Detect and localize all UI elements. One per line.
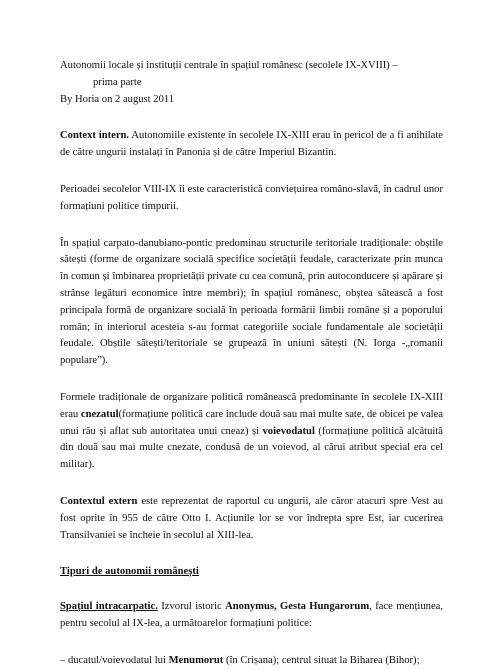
paragraph-context-extern <box>60 494 443 544</box>
paragraph-spatiul-intracarpatic <box>60 599 443 633</box>
lead-spatiul-intracarpatic: Spațiul intracarpatic. <box>60 601 158 613</box>
paragraph-text: Izvorul istoric <box>157 601 226 613</box>
paragraph-text: Perioadei secolelor VIII-IX îi este caracteristică conviețuirea româno-slavă, în cadrul unor formațiuni politice timpurii. <box>60 183 443 212</box>
lead-context-extern: Contextul extern <box>60 495 138 507</box>
document-title <box>60 58 443 92</box>
section-heading <box>60 564 443 581</box>
term-cnezatul: cnezatul <box>80 408 119 420</box>
paragraph-text: (formațiune politică alcătuită din două sau mai multe cnezate, condusă de un voievod, al cărui atribut special era cel militar). <box>60 425 443 471</box>
paragraph-text: , face mențiunea, pentru secolul al IX-lea, a următoarelor formațiuni politice: <box>60 601 443 629</box>
heading-text: Tipuri de autonomii românești <box>60 566 199 578</box>
source-anonymus: Anonymus, Gesta Hungarorum <box>225 601 370 613</box>
paragraph-perioada <box>60 182 443 216</box>
paragraph-text: (formațiune politică care include două sau mai multe sate, de obicei pe valea unui râu și aflat sub autoritatea unui cneaz) și <box>60 408 444 437</box>
title-line-1: Autonomii locale și instituții centrale în spațiul românesc (secolele IX-XVIII) – <box>60 60 398 71</box>
byline: By Horia on 2 august 2011 <box>60 93 175 105</box>
lead-context-intern: Context intern. <box>60 130 130 142</box>
list-item-menumorut <box>60 653 443 670</box>
paragraph-text: – ducatul/voievodatul lui <box>60 654 169 666</box>
paragraph-text: este reprezentat de raportul cu ungurii, ale căror atacuri spre Vest au fost oprite în 955 de către Otto I. Acțiunile lor se vor îndrepta spre Est, iar cucerirea Transilvaniei se încheie în secolul al XIII-lea. <box>60 495 443 541</box>
title-line-2: prima parte <box>93 76 142 88</box>
paragraph-forme-traditionale <box>60 390 443 474</box>
paragraph-text: (în Crișana); centrul situat la Biharea (Bihor); <box>223 654 420 666</box>
term-voievodatul: voievodatul <box>262 425 315 437</box>
paragraph-context-intern <box>60 128 443 162</box>
paragraph-obstile <box>60 236 443 370</box>
name-menumorut: Menumorut <box>168 654 224 666</box>
paragraph-text: Autonomiile existente în secolele IX-XIII erau în pericol de a fi anihilate de către ungurii instalați în Panonia și de către Imperiul Bizantin. <box>60 130 443 159</box>
paragraph-text: În spațiul carpato-danubiano-pontic predominau structurile teritoriale tradiționale: obștile sătești (forme de organizare socială specifice societății feudale, caracterizate prin munca în comun și îmbinarea proprietății private cu cea comună, prin autoconducere și apărare și strânse legături economice între membri); în spațiul românesc, obștea sătească a fost principala formă de organizare socială în perioada formării limbii române și a poporului român; în interiorul acesteia s-au format categoriile sociale fundamentale ale societății feudale. Obștile sătești/teritoriale se grupează în uniuni sătești (N. Iorga -„romanii populare”). <box>60 237 443 367</box>
paragraph-text: Formele tradiționale de organizare politică românească predominante în secolele IX-XIII erau <box>60 391 443 420</box>
